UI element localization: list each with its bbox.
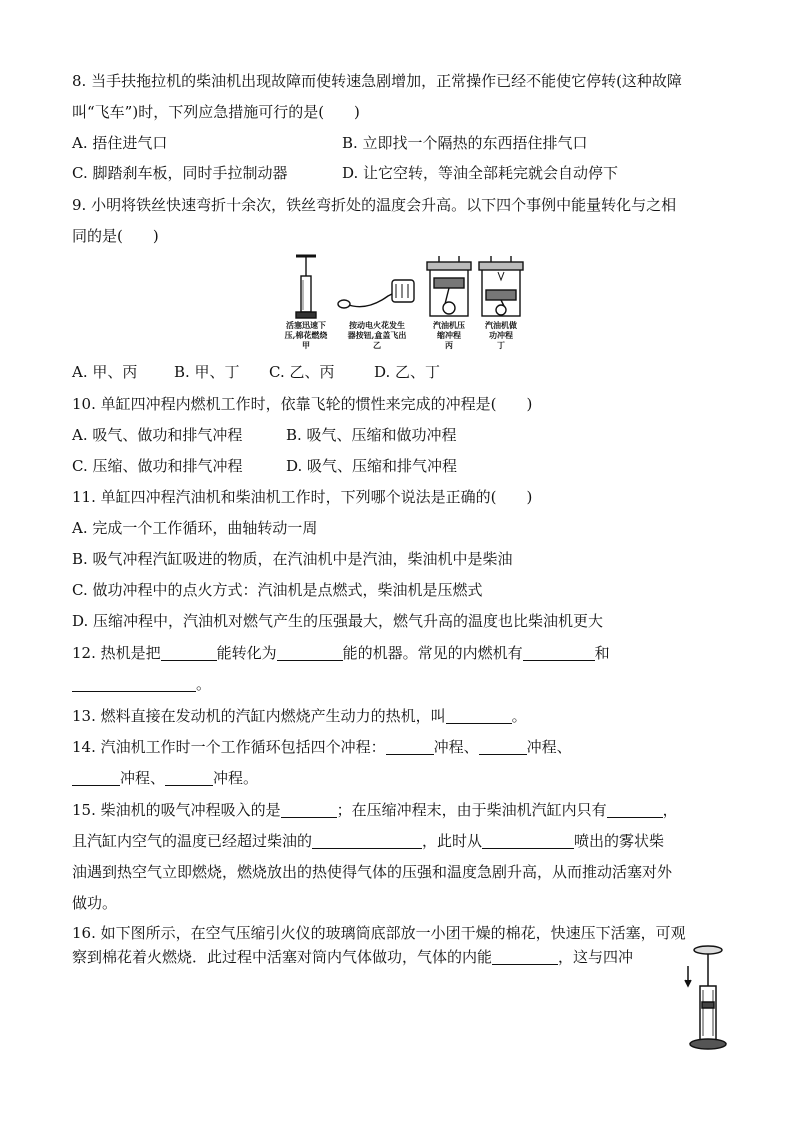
figure-caption-bing: 汽油机压 缩冲程 丙 <box>433 320 465 350</box>
q12-blank-3[interactable] <box>523 644 595 661</box>
q8-stem-line2: 叫“飞车”)时，下列应急措施可行的是( ) <box>72 103 360 121</box>
q14-blank-3[interactable] <box>72 769 120 786</box>
q9-options <box>72 361 440 383</box>
q15-blank-1[interactable] <box>281 801 337 818</box>
q9-figures <box>276 254 536 354</box>
figure-caption-jia: 活塞迅速下 压,棉花燃烧 甲 <box>284 320 328 350</box>
q9-figures-illustration <box>276 254 536 320</box>
q9-option-c: C. 乙、丙 <box>269 363 335 381</box>
q15-blank-4[interactable] <box>482 832 574 849</box>
q9-option-a: A. 甲、丙 <box>72 363 138 381</box>
q8-option-c: C. 脚踏刹车板，同时手拉制动器 <box>72 164 288 182</box>
q13-blank[interactable] <box>446 707 512 724</box>
q15-blank-3[interactable] <box>312 832 422 849</box>
q11-option-b: B. 吸气冲程汽缸吸进的物质，在汽油机中是汽油，柴油机中是柴油 <box>72 550 513 568</box>
q8-option-b: B. 立即找一个隔热的东西捂住排气口 <box>342 134 588 152</box>
q10-option-b: B. 吸气、压缩和做功冲程 <box>286 426 457 444</box>
q13-line: 13. 燃料直接在发动机的汽缸内燃烧产生动力的热机，叫 。 <box>72 707 527 725</box>
figure-caption-ding: 汽油机做 功冲程 丁 <box>485 320 517 350</box>
q9-stem-line2: 同的是( ) <box>72 227 159 245</box>
q11-option-d: D. 压缩冲程中，汽油机对燃气产生的压强最大，燃气升高的温度也比柴油机更大 <box>72 612 604 630</box>
q11-option-a: A. 完成一个工作循环，曲轴转动一周 <box>72 519 318 537</box>
q15-line2: 且汽缸内空气的温度已经超过柴油的 ，此时从 喷出的雾状柴 <box>72 832 665 850</box>
q8-stem-line1: 8. 当手扶拖拉机的柴油机出现故障而使转速急剧增加，正常操作已经不能使它停转(这种故障 <box>72 72 682 90</box>
q14-line2: 冲程、 冲程。 <box>72 767 258 789</box>
q12-blank-1[interactable] <box>161 644 217 661</box>
q10-options-row1 <box>72 424 457 446</box>
q10-option-c: C. 压缩、做功和排气冲程 <box>72 457 243 475</box>
q14-line1: 14. 汽油机工作时一个工作循环包括四个冲程： 冲程、 冲程、 <box>72 738 572 756</box>
q11-option-c: C. 做功冲程中的点火方式：汽油机是点燃式，柴油机是压燃式 <box>72 581 483 599</box>
figure-caption-yi: 按动电火花发生 器按钮,盒盖飞出 乙 <box>347 320 407 350</box>
q16-fire-syringe-figure <box>680 944 730 1056</box>
q10-stem: 10. 单缸四冲程内燃机工作时，依靠飞轮的惯性来完成的冲程是( ) <box>72 395 533 413</box>
engine-compression-figure <box>427 256 471 316</box>
fire-syringe-figure <box>296 256 316 318</box>
q16-line2: 察到棉花着火燃烧．此过程中活塞对筒内气体做功，气体的内能 ，这与四冲 <box>72 948 634 966</box>
q16-line1: 16. 如下图所示，在空气压缩引火仪的玻璃筒底部放一小团干燥的棉花，快速压下活塞，可观 <box>72 924 686 942</box>
q9-stem-line1: 9. 小明将铁丝快速弯折十余次，铁丝弯折处的温度会升高。以下四个事例中能量转化与之相 <box>72 196 677 214</box>
q10-option-a: A. 吸气、做功和排气冲程 <box>72 426 243 444</box>
q16-blank-1[interactable] <box>492 948 558 965</box>
spark-generator-figure <box>338 280 414 308</box>
q12-line2: 。 <box>72 673 211 695</box>
q10-options-row2 <box>72 455 457 477</box>
q15-blank-2[interactable] <box>607 801 663 818</box>
q8-option-a: A. 捂住进气口 <box>72 134 168 152</box>
q14-blank-4[interactable] <box>165 769 213 786</box>
q11-stem: 11. 单缸四冲程汽油机和柴油机工作时，下列哪个说法是正确的( ) <box>72 488 533 506</box>
q8-options-row2 <box>72 162 618 184</box>
q15-line4: 做功。 <box>72 894 118 912</box>
engine-power-figure <box>479 256 523 316</box>
q14-blank-1[interactable] <box>386 738 434 755</box>
q12-line1: 12. 热机是把 能转化为 能的机器。常见的内燃机有 和 <box>72 644 610 662</box>
q8-options-row1 <box>72 132 588 154</box>
q10-option-d: D. 吸气、压缩和排气冲程 <box>286 457 458 475</box>
q15-line3: 油遇到热空气立即燃烧，燃烧放出的热使得气体的压强和温度急剧升高，从而推动活塞对外 <box>72 863 673 881</box>
q9-option-d: D. 乙、丁 <box>374 363 441 381</box>
fire-syringe-icon <box>680 944 730 1056</box>
q8-option-d: D. 让它空转，等油全部耗完就会自动停下 <box>342 164 619 182</box>
q9-option-b: B. 甲、丁 <box>174 363 240 381</box>
q15-line1: 15. 柴油机的吸气冲程吸入的是 ；在压缩冲程末，由于柴油机汽缸内只有 ， <box>72 801 678 819</box>
q12-blank-4[interactable] <box>72 675 196 692</box>
q14-blank-2[interactable] <box>479 738 527 755</box>
q12-blank-2[interactable] <box>277 644 343 661</box>
